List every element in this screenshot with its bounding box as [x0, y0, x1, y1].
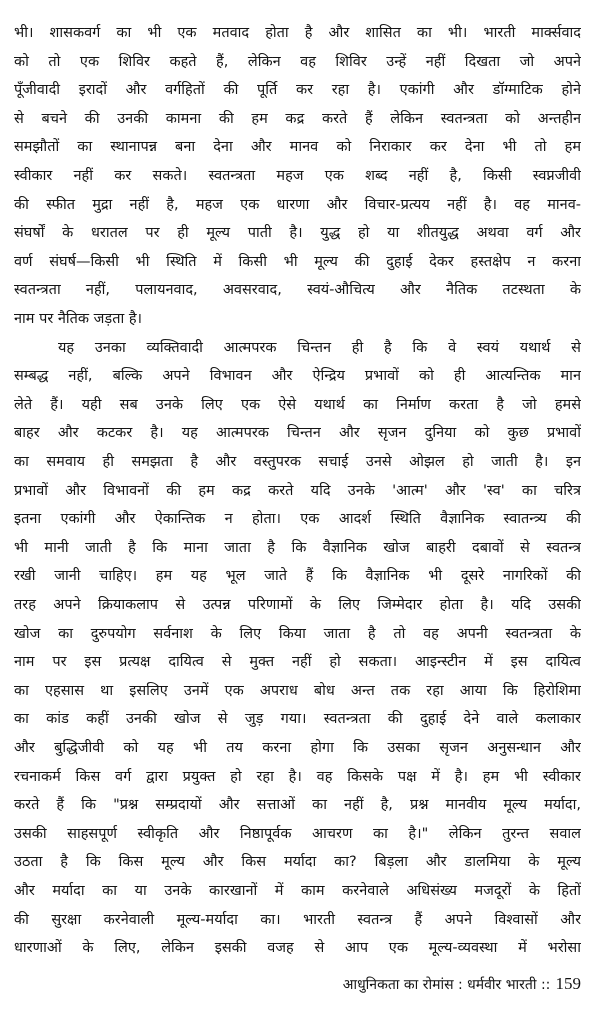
text-line: नाम पर इस प्रत्यक्ष दायित्व से मुक्त नहीं हो सकता। आइन्स्टीन में इस दायित्व: [14, 654, 581, 671]
text-line: रचनाकर्म किस वर्ग द्वारा प्रयुक्त हो रहा है। वह किसके पक्ष में है। हम भी स्वीकार: [14, 768, 581, 785]
text-line: तरह अपने क्रियाकलाप से उत्पन्न परिणामों के लिए जिम्मेदार होता है। यदि उसकी: [14, 597, 581, 613]
text-line: भी। शासकवर्ग का भी एक मतवाद होता है और शासित का भी। भारती मार्क्सवाद: [14, 25, 581, 41]
text-line: संघर्षों के धरातल पर ही मूल्य पाती है। युद्ध हो या शीतयुद्ध अथवा वर्ग और: [14, 225, 581, 242]
text-line: को तो एक शिविर कहते हैं, लेकिन वह शिविर उन्हें नहीं दिखता जो अपने: [14, 53, 581, 70]
text-line: करते हैं कि "प्रश्न सम्प्रदायों और सत्ताओं का नहीं है, प्रश्न मानवीय मूल्य मर्यादा,: [14, 797, 581, 814]
text-line: सम्बद्ध नहीं, बल्कि अपने विभावन और ऐन्द्रिय प्रभावों को ही आत्यन्तिक मान: [14, 368, 581, 385]
text-line: भी मानी जाती है कि माना जाता है कि वैज्ञानिक खोज बाहरी दबावों से स्वतन्त्र: [14, 539, 581, 556]
text-line: से बचने की उनकी कामना की हम कद्र करते हैं लेकिन स्वतन्त्रता को अन्तहीन: [14, 110, 581, 127]
text-line: नाम पर नैतिक जड़ता है।: [14, 311, 143, 327]
text-line: खोज का दुरुपयोग सर्वनाश के लिए किया जाता है तो वह अपनी स्वतन्त्रता के: [14, 625, 581, 642]
text-line: वर्ण संघर्ष—किसी भी स्थिति में किसी भी मूल्य की दुहाई देकर हस्तक्षेप न करना: [14, 253, 581, 270]
text-line: की सुरक्षा करनेवाली मूल्य-मर्यादा का। भारती स्वतन्त्र हैं अपने विश्वासों और: [14, 911, 581, 928]
text-line: प्रभावों और विभावनों की हम कद्र करते यदि उनके 'आत्म' और 'स्व' का चरित्र: [14, 482, 581, 499]
running-footer: [14, 969, 581, 999]
text-line: और मर्यादा का या उनके कारखानों में काम करनेवाले अधिसंख्य मजदूरों के हितों: [14, 883, 581, 899]
text-line: इतना एकांगी और ऐकान्तिक न होता। एक आदर्श स्थिति वैज्ञानिक स्वातन्त्र्य की: [14, 511, 581, 528]
text-line: का कांड कहीं उनकी खोज से जुड़ गया। स्वतन्त्रता की दुहाई देने वाले कलाकार: [14, 711, 581, 728]
page-number: 159: [555, 974, 581, 993]
text-line: उसकी साहसपूर्ण स्वीकृति और निष्ठापूर्वक आचरण का है।" लेकिन तुरन्त सवाल: [14, 825, 581, 842]
text-line: स्वीकार नहीं कर सकते। स्वतन्त्रता महज एक शब्द नहीं है, किसी स्वप्नजीवी: [14, 168, 581, 184]
text-line: यह उनका व्यक्तिवादी आत्मपरक चिन्तन ही है कि वे स्वयं यथार्थ से: [58, 339, 581, 356]
text-line: पूँजीवादी इरादों और वर्गहितों की पूर्ति कर रहा है। एकांगी और डॉग्माटिक होने: [14, 82, 581, 99]
text-line: स्वतन्त्रता नहीं, पलायनवाद, अवसरवाद, स्वयं-औचित्य और नैतिक तटस्थता के: [14, 282, 581, 299]
text-line: की स्फीत मुद्रा नहीं है, महज एक धारणा और विचार-प्रत्यय नहीं है। वह मानव-: [14, 196, 581, 213]
text-line: लेते हैं। यही सब उनके लिए एक ऐसे यथार्थ का निर्माण करता है जो हमसे: [14, 396, 581, 413]
book-title: आधुनिकता का रोमांस : धर्मवीर भारती ::: [342, 977, 551, 993]
text-line: बाहर और कटकर है। यह आत्मपरक चिन्तन और सृजन दुनिया को कुछ प्रभावों: [14, 425, 581, 442]
text-line: का समवाय ही समझता है और वस्तुपरक सचाई उनसे ओझल हो जाती है। इन: [14, 454, 581, 470]
text-line: धारणाओं के लिए, लेकिन इसकी वजह से आप एक मूल्य-व्यवस्था में भरोसा: [14, 940, 581, 957]
text-line: का एहसास था इसलिए उनमें एक अपराध बोध अन्त तक रहा आया कि हिरोशिमा: [14, 682, 581, 699]
text-line: रखी जानी चाहिए। हम यह भूल जाते हैं कि वैज्ञानिक भी दूसरे नागरिकों की: [14, 568, 581, 585]
text-line: उठता है कि किस मूल्य और किस मर्यादा का? बिड़ला और डालमिया के मूल्य: [14, 854, 581, 871]
text-line: और बुद्धिजीवी को यह भी तय करना होगा कि उसका सृजन अनुसन्धान और: [14, 740, 581, 756]
text-line: समझौतों का स्थानापन्न बना देना और मानव को निराकार कर देना भी तो हम: [14, 139, 581, 156]
